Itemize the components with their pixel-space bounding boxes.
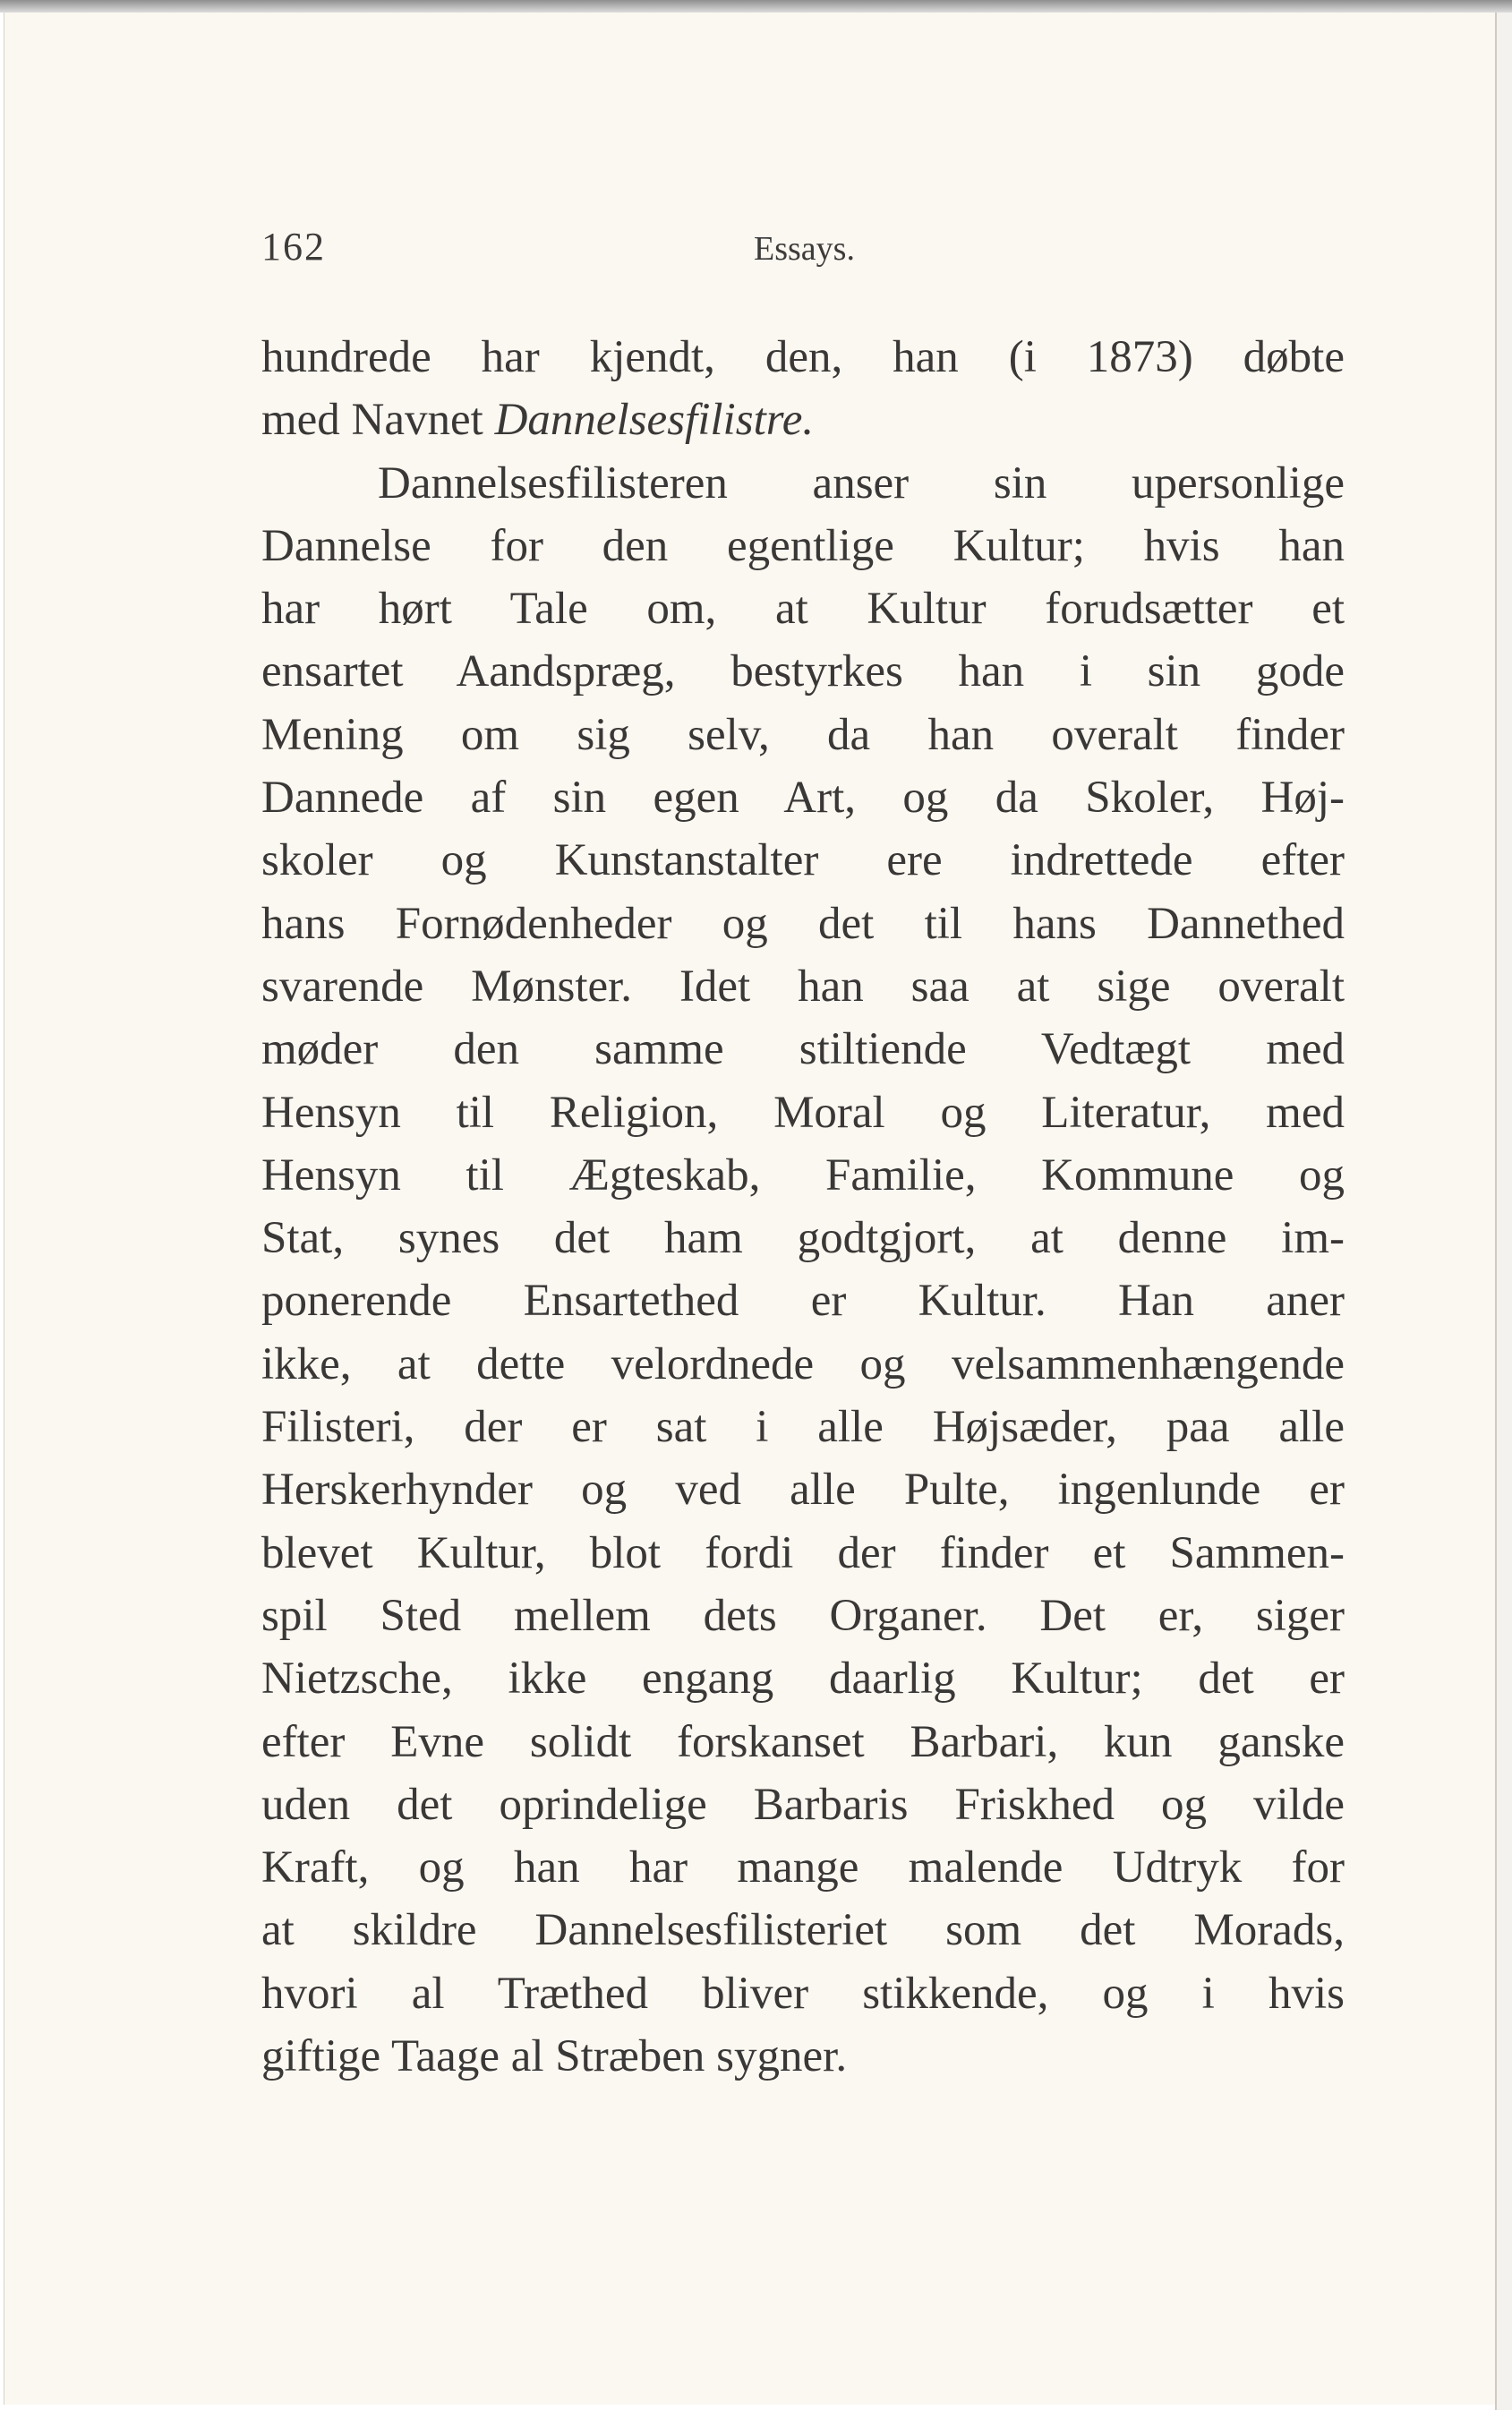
paragraph-first-line: Dannelsesfilisteren anser sin upersonlige	[378, 457, 1345, 508]
page-edge-right	[1495, 13, 1512, 2410]
text-line: skoler og Kunstanstalter ere indrettede efter	[261, 835, 1345, 886]
text-line: svarende Mønster. Idet han saa at sige overalt	[261, 961, 1345, 1012]
text-line: møder den samme stiltiende Vedtægt med	[261, 1024, 1345, 1075]
text-line	[261, 389, 1345, 451]
text-line: Herskerhynder og ved alle Pulte, ingenlunde er	[261, 1465, 1345, 1516]
text-line: Hensyn til Religion, Moral og Literatur, med	[261, 1087, 1345, 1138]
scan-edge-top	[0, 0, 1512, 13]
paragraph-last-line: giftige Taage al Stræben sygner.	[261, 2031, 848, 2082]
page-number: 162	[261, 225, 326, 269]
text-line: hvori al Træthed bliver stikkende, og i hvis	[261, 1968, 1345, 2019]
text-line: hans Fornødenheder og det til hans Dannethed	[261, 898, 1345, 949]
text-line: Hensyn til Ægteskab, Familie, Kommune og	[261, 1149, 1345, 1201]
text-line: ponerende Ensartethed er Kultur. Han aner	[261, 1276, 1345, 1327]
text-line: at skildre Dannelsesfilisteriet som det Morads,	[261, 1905, 1345, 1956]
text-line: Mening om sig selv, da han overalt finder	[261, 709, 1345, 760]
text-line-prefix: med Navnet	[261, 395, 495, 446]
text-line: hundrede har kjendt, den, han (i 1873) døbte	[261, 332, 1345, 382]
text-line: uden det oprindelige Barbaris Friskhed og vilde	[261, 1779, 1345, 1830]
text-line: Nietzsche, ikke engang daarlig Kultur; det er	[261, 1654, 1345, 1705]
text-line: ensartet Aandspræg, bestyrkes han i sin gode	[261, 646, 1345, 697]
text-line: har hørt Tale om, at Kultur forudsætter et	[261, 584, 1345, 635]
text-line: Dannede af sin egen Art, og da Skoler, Høj-	[261, 773, 1345, 824]
text-line: blevet Kultur, blot fordi der finder et Sammen-	[261, 1527, 1345, 1578]
text-line: Kraft, og han har mange malende Udtryk for	[261, 1842, 1345, 1893]
italic-term: Dannelsesfilistre.	[494, 395, 815, 446]
running-title: Essays.	[754, 230, 855, 268]
running-header	[261, 224, 1345, 278]
text-line: efter Evne solidt forskanset Barbari, kun ganske	[261, 1716, 1345, 1767]
text-line: Dannelse for den egentlige Kultur; hvis han	[261, 520, 1345, 571]
text-line: Filisteri, der er sat i alle Højsæder, paa alle	[261, 1402, 1345, 1453]
text-line: spil Sted mellem dets Organer. Det er, siger	[261, 1590, 1345, 1641]
text-line: Stat, synes det ham godtgjort, at denne im-	[261, 1213, 1345, 1264]
page-body-text	[261, 326, 1345, 2088]
text-line: ikke, at dette velordnede og velsammenhængende	[261, 1338, 1345, 1389]
